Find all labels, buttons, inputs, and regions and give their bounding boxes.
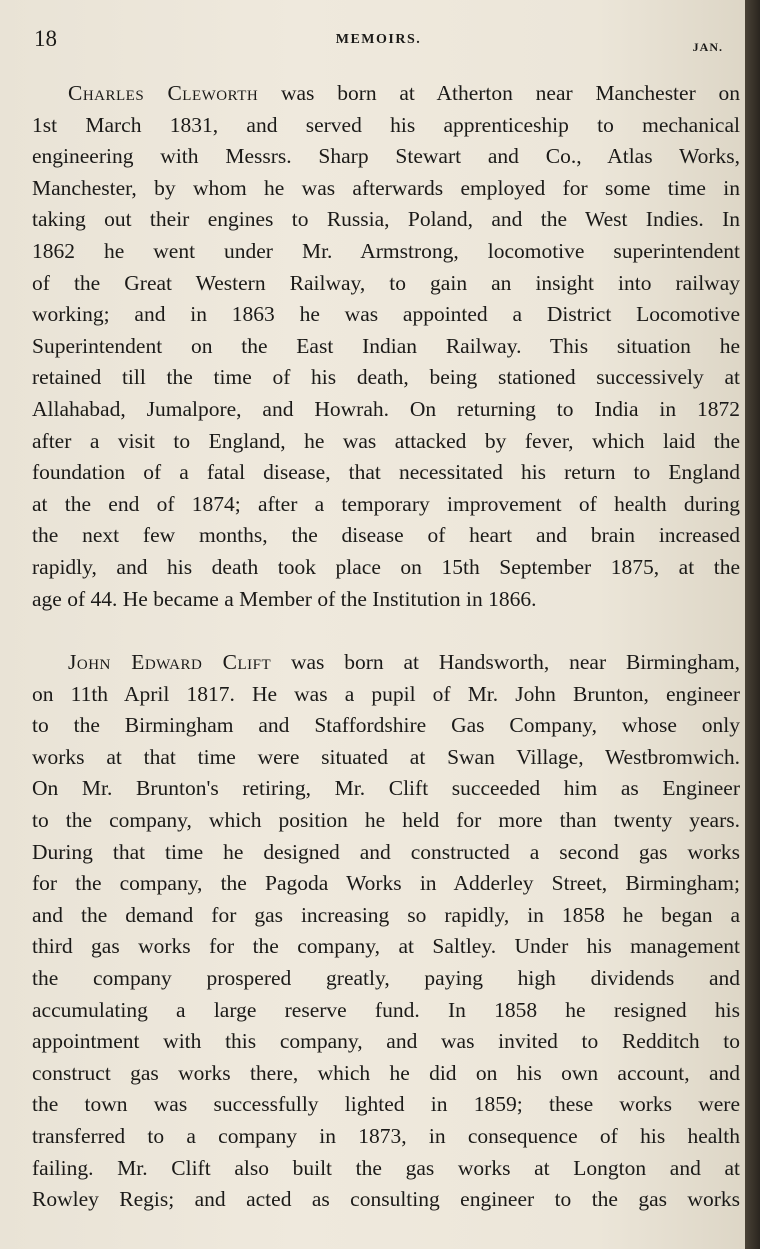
text-line: Charles Cleworth was born at Atherton near Manchester on	[68, 81, 740, 105]
text-line: retained till the time of his death, being stationed successively at	[32, 365, 740, 390]
text-line: 1st March 1831, and served his apprenticeship to mechanical	[32, 112, 740, 137]
text-line: age of 44. He became a Member of the Institution in 1866.	[32, 586, 537, 611]
text-line: Rowley Regis; and acted as consulting engineer to the gas works	[32, 1187, 740, 1212]
running-title: MEMOIRS.	[335, 32, 422, 47]
page-edge-shadow	[745, 0, 760, 1249]
text-line: the company prospered greatly, paying high dividends and	[32, 965, 740, 990]
memoir-name: Charles Cleworth	[68, 81, 259, 105]
text-line: Manchester, by whom he was afterwards employed for some time in	[32, 175, 740, 200]
text-line: the next few months, the disease of heart and brain increased	[32, 523, 740, 548]
text-line: to the Birmingham and Staffordshire Gas Company, whose only	[32, 713, 740, 738]
page-header	[34, 22, 723, 62]
text-line: of the Great Western Railway, to gain an insight into railway	[32, 270, 740, 295]
text-line: accumulating a large reserve fund. In 1858 he resigned his	[32, 997, 740, 1022]
text-line: the town was successfully lighted in 1859; these works were	[32, 1092, 740, 1117]
text-line: 1862 he went under Mr. Armstrong, locomotive superintendent	[32, 238, 740, 263]
text-line: transferred to a company in 1873, in consequence of his health	[32, 1123, 740, 1148]
text-line: John Edward Clift was born at Handsworth, near Birmingham,	[68, 650, 740, 674]
text-line: taking out their engines to Russia, Poland, and the West Indies. In	[32, 207, 740, 232]
text-line: on 11th April 1817. He was a pupil of Mr. John Brunton, engineer	[32, 681, 740, 706]
text-line: working; and in 1863 he was appointed a District Locomotive	[32, 302, 740, 327]
text-line: to the company, which position he held for more than twenty years.	[32, 807, 740, 832]
text-line: engineering with Messrs. Sharp Stewart and Co., Atlas Works,	[32, 144, 740, 169]
text-line: and the demand for gas increasing so rapidly, in 1858 he began a	[32, 902, 740, 927]
memoir-entry	[32, 647, 740, 1216]
memoir-entry	[32, 78, 740, 615]
text-line: foundation of a fatal disease, that necessitated his return to England	[32, 460, 740, 485]
memoir-name: John Edward Clift	[68, 650, 272, 674]
text-line: works at that time were situated at Swan Village, Westbromwich.	[32, 744, 740, 769]
text-line: During that time he designed and constructed a second gas works	[32, 839, 740, 864]
text-line: Allahabad, Jumalpore, and Howrah. On returning to India in 1872	[32, 396, 740, 421]
text-line: construct gas works there, which he did on his own account, and	[32, 1060, 740, 1085]
page-number: 18	[34, 26, 57, 51]
text-line: appointment with this company, and was invited to Redditch to	[32, 1029, 740, 1054]
text-line: On Mr. Brunton's retiring, Mr. Clift succeeded him as Engineer	[32, 776, 740, 801]
month-label: JAN.	[692, 40, 723, 54]
text-line: failing. Mr. Clift also built the gas works at Longton and at	[32, 1155, 740, 1180]
text-line: rapidly, and his death took place on 15th September 1875, at the	[32, 554, 740, 579]
text-line: third gas works for the company, at Saltley. Under his management	[32, 934, 740, 959]
text-line: Superintendent on the East Indian Railway. This situation he	[32, 333, 740, 358]
text-line: at the end of 1874; after a temporary improvement of health during	[32, 491, 740, 516]
text-line: after a visit to England, he was attacked by fever, which laid the	[32, 428, 740, 453]
text-line: for the company, the Pagoda Works in Adderley Street, Birmingham;	[32, 871, 740, 896]
